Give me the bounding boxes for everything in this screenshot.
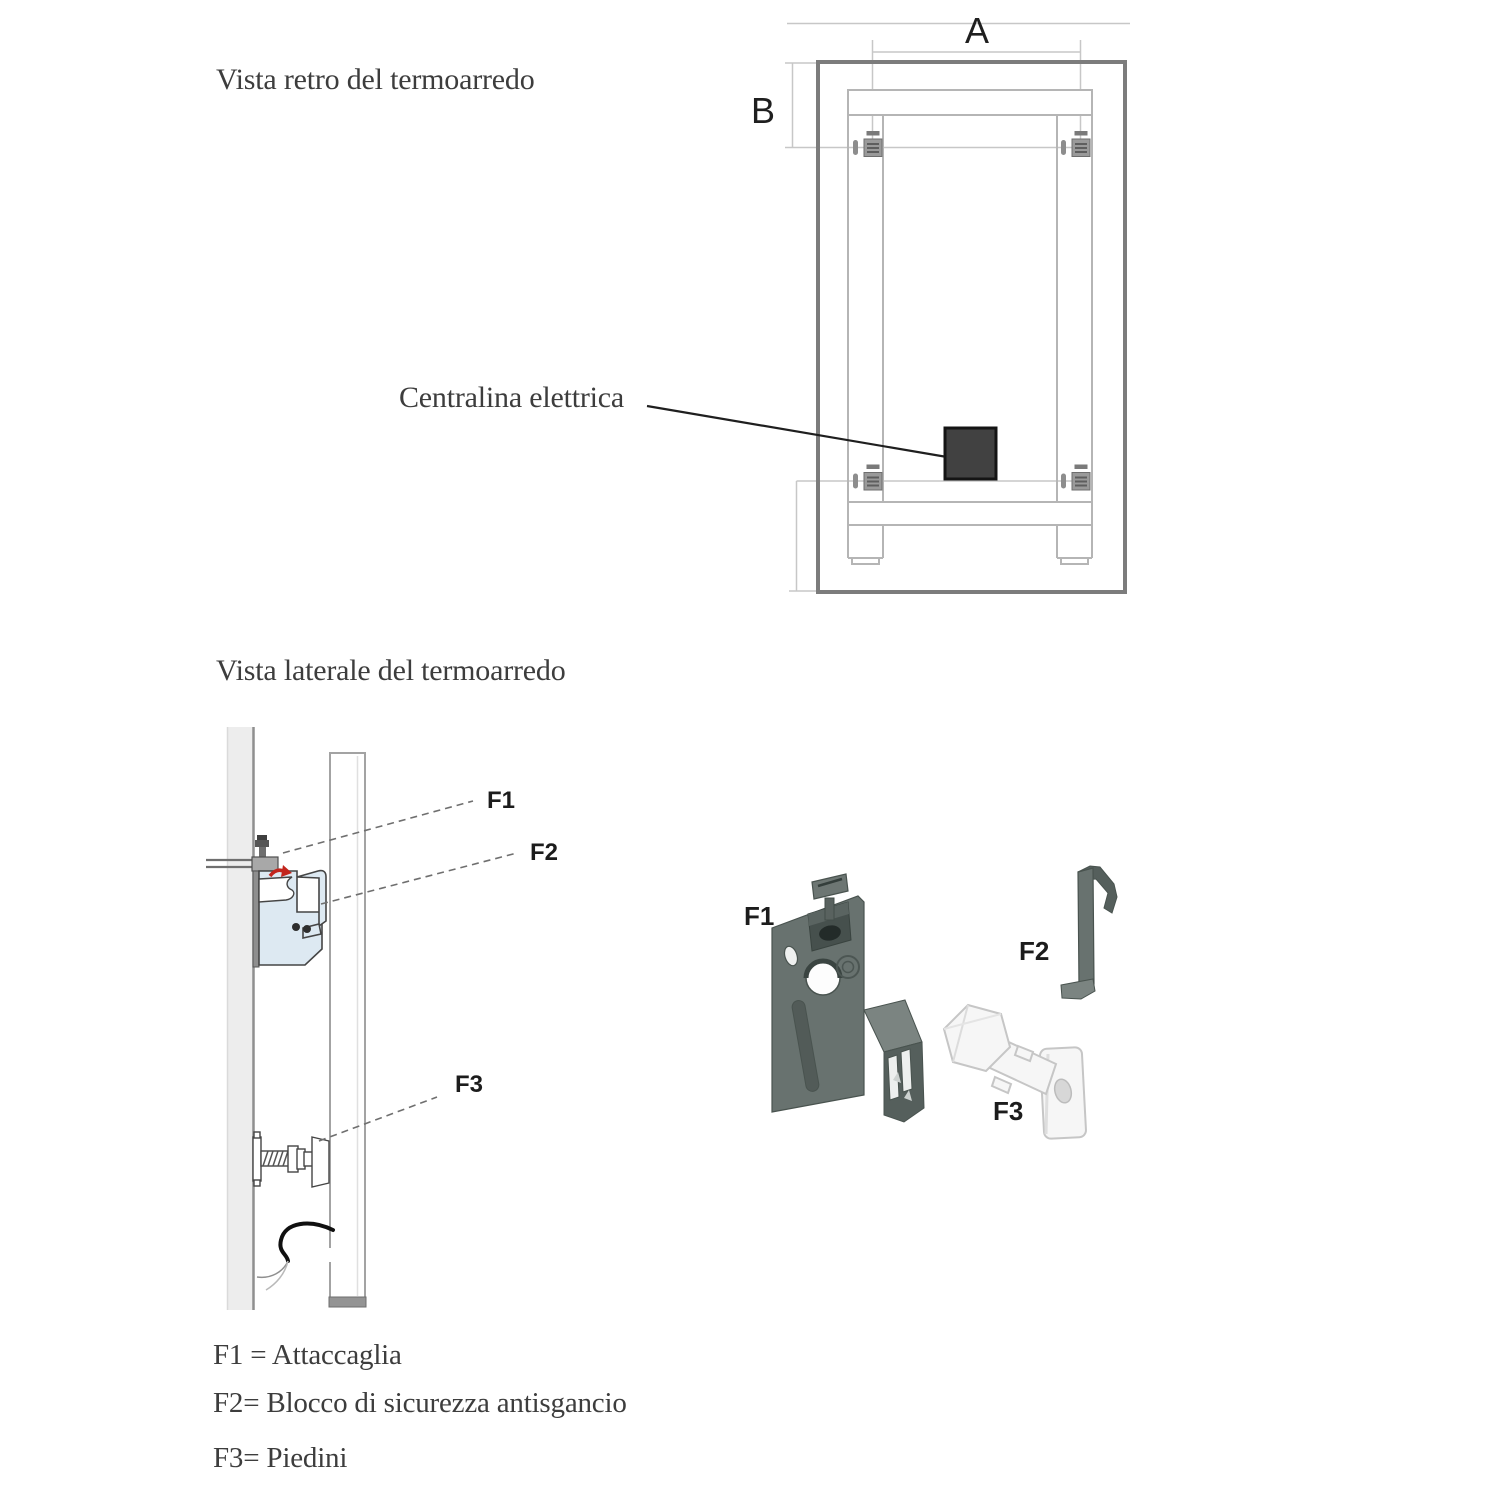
mounting-bracket-bottom-left [853, 465, 882, 491]
dim-b-label: B [750, 90, 776, 131]
lower-foot-assembly [253, 1132, 329, 1187]
side-view-diagram [206, 727, 558, 1310]
side-label-f2: F2 [530, 839, 559, 866]
legend-item-f2: F2= Blocco di sicurezza antisgancio [213, 1387, 627, 1419]
leader-f1 [283, 801, 473, 853]
mounting-bracket-top-left [853, 131, 882, 157]
wall-section [227, 727, 253, 1310]
back-view-title: Vista retro del termoarredo [216, 63, 535, 96]
part-label-f1: F1 [744, 901, 775, 931]
power-cable [257, 1224, 333, 1290]
upper-bracket-assembly [206, 835, 326, 967]
back-view-diagram [647, 10, 1130, 592]
legend-item-f1: F1 = Attaccaglia [213, 1339, 402, 1371]
radiator-frame [848, 90, 1092, 564]
control-unit-box [945, 428, 996, 479]
part-f2-hook [1061, 866, 1117, 999]
control-unit-callout-label: Centralina elettrica [399, 381, 625, 414]
part-label-f3: F3 [993, 1096, 1024, 1126]
part-label-f2: F2 [1019, 936, 1050, 966]
side-view-title: Vista laterale del termoarredo [216, 654, 566, 687]
callout-leader-line [647, 406, 947, 457]
legend-item-f3: F3= Piedini [213, 1442, 348, 1474]
side-label-f3: F3 [455, 1071, 484, 1098]
hardware-parts [744, 866, 1117, 1139]
part-f1-bracket [772, 874, 924, 1122]
dim-a-label: A [964, 10, 990, 51]
side-label-f1: F1 [487, 787, 516, 814]
mounting-bracket-top-right [1061, 131, 1090, 157]
radiator-bottom-cap [329, 1297, 366, 1307]
mounting-bracket-bottom-right [1061, 465, 1090, 491]
